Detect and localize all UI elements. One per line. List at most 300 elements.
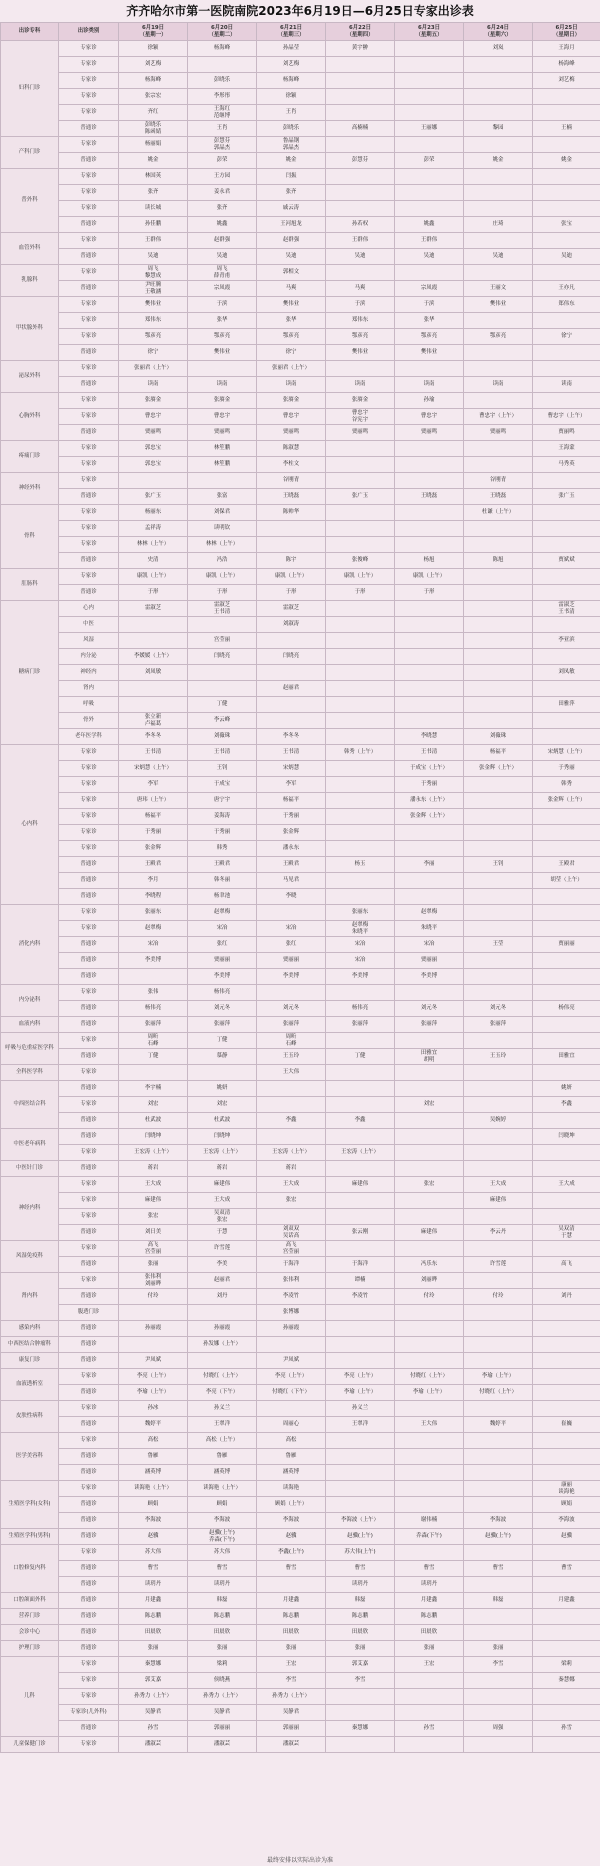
department-cell: 全科医学科 bbox=[1, 1065, 59, 1081]
doctor-cell: 曹雪 bbox=[326, 1561, 395, 1577]
doctor-cell: 李亮（上午） bbox=[326, 1369, 395, 1385]
doctor-cell bbox=[464, 809, 533, 825]
doctor-cell: 张丽萍 bbox=[464, 1017, 533, 1033]
doctor-cell: 孙雪 bbox=[119, 1721, 188, 1737]
table-row bbox=[1, 1065, 600, 1081]
doctor-cell: 王晓磊 bbox=[395, 489, 464, 505]
department-cell: 生殖医学科(男科) bbox=[1, 1529, 59, 1545]
table-row bbox=[1, 713, 600, 729]
doctor-cell: 贾丽鸣 bbox=[188, 425, 257, 441]
table-row bbox=[1, 1401, 600, 1417]
footer-note: 最终安排以实际出诊为准 bbox=[266, 1857, 333, 1864]
doctor-cell bbox=[119, 1305, 188, 1321]
table-row bbox=[1, 809, 600, 825]
doctor-cell: 陈志鹏 bbox=[257, 1609, 326, 1625]
doctor-cell: 王殿君 bbox=[188, 857, 257, 873]
doctor-cell: 孙秀力（上午） bbox=[188, 1689, 257, 1705]
doctor-cell: 高松 bbox=[119, 1433, 188, 1449]
doctor-cell: 读南 bbox=[257, 377, 326, 393]
doctor-cell: 李瑜（上午） bbox=[326, 1385, 395, 1401]
doctor-cell bbox=[326, 441, 395, 457]
doctor-cell: 孙若权 bbox=[326, 217, 395, 233]
visit-type-cell: 专家诊 bbox=[59, 329, 119, 345]
doctor-cell bbox=[464, 777, 533, 793]
department-cell: 护理门诊 bbox=[1, 1641, 59, 1657]
doctor-cell bbox=[326, 1305, 395, 1321]
department-cell: 乳腺科 bbox=[1, 265, 59, 297]
doctor-cell: 彭荣 bbox=[395, 153, 464, 169]
doctor-cell: 田晨欣 bbox=[326, 1625, 395, 1641]
doctor-cell: 周强 bbox=[464, 1721, 533, 1737]
visit-type-cell: 普通诊 bbox=[59, 1593, 119, 1609]
visit-type-cell: 普通诊 bbox=[59, 217, 119, 233]
department-cell: 甲状腺外科 bbox=[1, 297, 59, 361]
doctor-cell: 李鑫 bbox=[326, 1113, 395, 1129]
doctor-cell: 贾丽丽 bbox=[257, 953, 326, 969]
doctor-cell: 史清 bbox=[119, 553, 188, 569]
doctor-cell bbox=[326, 1689, 395, 1705]
doctor-cell: 吴迪 bbox=[533, 249, 600, 265]
doctor-cell: 郭艾嘉 bbox=[119, 1673, 188, 1689]
doctor-cell: 曹忠宇（上午） bbox=[533, 409, 600, 425]
doctor-cell: 魏婷平 bbox=[119, 1417, 188, 1433]
doctor-cell: 田晨欣 bbox=[119, 1625, 188, 1641]
department-cell: 糖病门诊 bbox=[1, 601, 59, 745]
doctor-cell: 姚鑫 bbox=[188, 217, 257, 233]
visit-type-cell: 专家诊 bbox=[59, 297, 119, 313]
visit-type-cell: 专家诊 bbox=[59, 521, 119, 537]
doctor-cell: 孙秀力（上午） bbox=[257, 1689, 326, 1705]
doctor-cell bbox=[533, 1401, 600, 1417]
doctor-cell bbox=[395, 1673, 464, 1689]
doctor-cell: 王宏涛（上午） bbox=[188, 1145, 257, 1161]
table-row bbox=[1, 649, 600, 665]
doctor-cell: 曹雪 bbox=[188, 1561, 257, 1577]
doctor-cell: 宗凤霞 bbox=[395, 281, 464, 297]
doctor-cell bbox=[395, 665, 464, 681]
doctor-cell: 张金辉 bbox=[257, 825, 326, 841]
table-row bbox=[1, 1497, 600, 1513]
doctor-cell bbox=[395, 1497, 464, 1513]
doctor-cell bbox=[326, 1065, 395, 1081]
doctor-cell: 李冬冬 bbox=[119, 729, 188, 745]
doctor-cell bbox=[533, 1641, 600, 1657]
doctor-cell bbox=[464, 1465, 533, 1481]
doctor-cell bbox=[533, 233, 600, 249]
doctor-cell: 李海波 bbox=[464, 1513, 533, 1529]
doctor-cell: 月建鑫 bbox=[257, 1593, 326, 1609]
doctor-cell: 姚妍 bbox=[533, 1081, 600, 1097]
doctor-cell: 闫晓坤 bbox=[119, 1129, 188, 1145]
doctor-cell: 李凌竹 bbox=[257, 1289, 326, 1305]
table-row bbox=[1, 1081, 600, 1097]
doctor-cell bbox=[533, 89, 600, 105]
doctor-cell: 王晓磊 bbox=[464, 489, 533, 505]
doctor-cell: 刘凤敏 bbox=[119, 665, 188, 681]
table-row bbox=[1, 1193, 600, 1209]
table-row bbox=[1, 89, 600, 105]
table-row bbox=[1, 985, 600, 1001]
doctor-cell bbox=[464, 825, 533, 841]
doctor-cell: 樊伟业 bbox=[326, 345, 395, 361]
doctor-cell bbox=[326, 1209, 395, 1225]
doctor-cell bbox=[257, 697, 326, 713]
department-cell: 骨科 bbox=[1, 505, 59, 569]
doctor-cell bbox=[395, 1689, 464, 1705]
doctor-cell: 潘淑芸 bbox=[188, 1737, 257, 1753]
doctor-cell: 庄琦 bbox=[464, 217, 533, 233]
doctor-cell: 孙丽霞 bbox=[119, 1321, 188, 1337]
doctor-cell: 贾丽鸣 bbox=[326, 425, 395, 441]
header-row bbox=[1, 23, 600, 41]
doctor-cell: 杨海峰 bbox=[188, 41, 257, 57]
doctor-cell: 付晓红（上午） bbox=[395, 1369, 464, 1385]
doctor-cell: 贾丽鸣 bbox=[119, 425, 188, 441]
doctor-cell: 尹旺腾 王敬涵 bbox=[119, 281, 188, 297]
department-cell: 产科门诊 bbox=[1, 137, 59, 169]
doctor-cell: 贾丽鸣 bbox=[257, 425, 326, 441]
visit-type-cell: 腹透门诊 bbox=[59, 1305, 119, 1321]
visit-type-cell: 普通诊 bbox=[59, 1497, 119, 1513]
doctor-cell bbox=[119, 1337, 188, 1353]
doctor-cell: 麻建伟 bbox=[395, 1225, 464, 1241]
table-row bbox=[1, 1049, 600, 1065]
doctor-cell: 曹忠宇 谷宪宇 bbox=[326, 409, 395, 425]
doctor-cell: 读玥丹 bbox=[326, 1577, 395, 1593]
visit-type-cell: 普通诊 bbox=[59, 1049, 119, 1065]
doctor-cell: 杜武波 bbox=[188, 1113, 257, 1129]
table-row bbox=[1, 1545, 600, 1561]
doctor-cell bbox=[395, 1161, 464, 1177]
doctor-cell: 慕静 bbox=[188, 1049, 257, 1065]
doctor-cell: 王钊 bbox=[188, 761, 257, 777]
doctor-cell: 田雅宜 bbox=[533, 1049, 600, 1065]
doctor-cell: 彭荣 bbox=[188, 153, 257, 169]
doctor-cell: 于滨 bbox=[326, 297, 395, 313]
doctor-cell: 张博娜 bbox=[257, 1305, 326, 1321]
doctor-cell bbox=[533, 921, 600, 937]
doctor-cell bbox=[119, 473, 188, 489]
doctor-cell: 赵骥 bbox=[533, 1529, 600, 1545]
visit-type-cell: 普通诊 bbox=[59, 489, 119, 505]
doctor-cell: 宗凤霞 bbox=[188, 281, 257, 297]
doctor-cell: 于形 bbox=[257, 585, 326, 601]
doctor-cell bbox=[395, 889, 464, 905]
doctor-cell: 苏大伟(上午) bbox=[326, 1545, 395, 1561]
doctor-cell: 宋炳慧（上午） bbox=[533, 745, 600, 761]
doctor-cell bbox=[464, 1689, 533, 1705]
doctor-cell: 读玥丹 bbox=[188, 1577, 257, 1593]
visit-type-cell: 专家诊 bbox=[59, 1033, 119, 1049]
visit-type-cell: 专家诊 bbox=[59, 1433, 119, 1449]
doctor-cell: 乔森(下午) bbox=[395, 1529, 464, 1545]
doctor-cell bbox=[326, 1321, 395, 1337]
doctor-cell bbox=[533, 185, 600, 201]
doctor-cell: 宋冶 bbox=[257, 921, 326, 937]
table-row bbox=[1, 1433, 600, 1449]
doctor-cell bbox=[395, 169, 464, 185]
doctor-cell: 杨旭 bbox=[395, 553, 464, 569]
doctor-cell bbox=[533, 1625, 600, 1641]
doctor-cell bbox=[464, 1705, 533, 1721]
doctor-cell bbox=[464, 1497, 533, 1513]
doctor-cell: 张丽东 bbox=[119, 905, 188, 921]
doctor-cell bbox=[464, 953, 533, 969]
doctor-cell: 顾娟（上午） bbox=[257, 1497, 326, 1513]
doctor-cell: 孙雪 bbox=[395, 1721, 464, 1737]
doctor-cell: 杨福平 bbox=[464, 745, 533, 761]
doctor-cell bbox=[533, 1305, 600, 1321]
doctor-cell bbox=[257, 1129, 326, 1145]
doctor-cell: 魏婷平 bbox=[464, 1417, 533, 1433]
doctor-cell: 张丽君（上午） bbox=[119, 361, 188, 377]
visit-type-cell: 专家诊 bbox=[59, 1065, 119, 1081]
doctor-cell: 马爽 bbox=[326, 281, 395, 297]
doctor-cell bbox=[464, 73, 533, 89]
doctor-cell bbox=[464, 1545, 533, 1561]
doctor-cell bbox=[395, 1433, 464, 1449]
doctor-cell bbox=[464, 345, 533, 361]
doctor-cell bbox=[533, 505, 600, 521]
doctor-cell bbox=[395, 1545, 464, 1561]
doctor-cell: 鲁晶钢 郭晶杰 bbox=[257, 137, 326, 153]
doctor-cell bbox=[326, 1081, 395, 1097]
visit-type-cell: 普通诊 bbox=[59, 1113, 119, 1129]
doctor-cell bbox=[326, 649, 395, 665]
table-row bbox=[1, 1305, 600, 1321]
doctor-cell: 赵骥(上午) bbox=[326, 1529, 395, 1545]
doctor-cell: 付玲 bbox=[395, 1289, 464, 1305]
doctor-cell: 张广玉 bbox=[326, 489, 395, 505]
doctor-cell: 徐宁 bbox=[119, 345, 188, 361]
visit-type-cell: 普通诊 bbox=[59, 873, 119, 889]
doctor-cell: 高楠楠 bbox=[326, 121, 395, 137]
doctor-cell bbox=[533, 809, 600, 825]
doctor-cell: 月建鑫 bbox=[533, 1593, 600, 1609]
table-row bbox=[1, 521, 600, 537]
department-cell: 疼痛门诊 bbox=[1, 441, 59, 473]
doctor-cell: 孟祥涛 bbox=[119, 521, 188, 537]
doctor-cell bbox=[257, 1337, 326, 1353]
doctor-cell: 张金辉（上午） bbox=[464, 761, 533, 777]
doctor-cell bbox=[464, 1433, 533, 1449]
doctor-cell bbox=[188, 361, 257, 377]
doctor-cell: 周飞 黎慧成 bbox=[119, 265, 188, 281]
department-cell: 心内科 bbox=[1, 745, 59, 905]
doctor-cell: 鄂彦亮 bbox=[326, 329, 395, 345]
table-row bbox=[1, 761, 600, 777]
doctor-cell bbox=[188, 1353, 257, 1369]
doctor-cell bbox=[533, 649, 600, 665]
doctor-cell: 刘元冬 bbox=[257, 1001, 326, 1017]
doctor-cell: 鲁雁 bbox=[188, 1449, 257, 1465]
doctor-cell bbox=[326, 1161, 395, 1177]
doctor-cell bbox=[464, 89, 533, 105]
visit-type-cell: 专家诊 bbox=[59, 89, 119, 105]
table-row bbox=[1, 57, 600, 73]
table-row bbox=[1, 1225, 600, 1241]
doctor-cell bbox=[395, 1305, 464, 1321]
visit-type-cell: 普通诊 bbox=[59, 553, 119, 569]
doctor-cell bbox=[326, 617, 395, 633]
table-row bbox=[1, 489, 600, 505]
doctor-cell: 田晨欣 bbox=[395, 1625, 464, 1641]
doctor-cell: 王玉玲 bbox=[257, 1049, 326, 1065]
doctor-cell: 王晓磊 bbox=[257, 489, 326, 505]
doctor-cell bbox=[464, 841, 533, 857]
doctor-cell: 赵丽君 bbox=[257, 681, 326, 697]
doctor-cell: 于秀丽 bbox=[257, 809, 326, 825]
doctor-cell bbox=[326, 713, 395, 729]
doctor-cell: 林林（上午） bbox=[119, 537, 188, 553]
schedule-body bbox=[1, 41, 600, 1753]
doctor-cell: 张赓金 bbox=[188, 393, 257, 409]
doctor-cell: 闫晓亮 bbox=[188, 649, 257, 665]
doctor-cell bbox=[188, 473, 257, 489]
doctor-cell bbox=[533, 1193, 600, 1209]
table-row bbox=[1, 441, 600, 457]
doctor-cell: 刘薇珠 bbox=[464, 729, 533, 745]
doctor-cell: 张丽君（上午） bbox=[257, 361, 326, 377]
doctor-cell bbox=[395, 649, 464, 665]
doctor-cell: 张红 bbox=[257, 937, 326, 953]
doctor-cell: 贾丽丽 bbox=[395, 953, 464, 969]
department-cell: 普外科 bbox=[1, 169, 59, 233]
department-cell: 神经内科 bbox=[1, 1177, 59, 1241]
doctor-cell: 张丽 bbox=[257, 1641, 326, 1657]
visit-type-cell: 专家诊 bbox=[59, 41, 119, 57]
doctor-cell: 孙瑜 bbox=[395, 393, 464, 409]
visit-type-cell: 普通诊 bbox=[59, 1321, 119, 1337]
doctor-cell: 李美 bbox=[188, 1257, 257, 1273]
table-row bbox=[1, 585, 600, 601]
doctor-cell: 于形 bbox=[188, 585, 257, 601]
doctor-cell: 张丽萍 bbox=[188, 1017, 257, 1033]
doctor-cell bbox=[257, 633, 326, 649]
doctor-cell: 康凯（上午） bbox=[395, 569, 464, 585]
doctor-cell bbox=[464, 1673, 533, 1689]
doctor-cell bbox=[464, 361, 533, 377]
department-cell: 神经外科 bbox=[1, 473, 59, 505]
doctor-cell: 李凌竹 bbox=[326, 1289, 395, 1305]
doctor-cell: 李雪 bbox=[464, 1657, 533, 1673]
doctor-cell bbox=[326, 169, 395, 185]
doctor-cell: 杨伟亮 bbox=[188, 985, 257, 1001]
doctor-cell: 姚金 bbox=[464, 153, 533, 169]
doctor-cell bbox=[464, 617, 533, 633]
department-cell: 营养门诊 bbox=[1, 1609, 59, 1625]
doctor-cell: 杨伟亮 bbox=[326, 1001, 395, 1017]
doctor-cell: 郭艾嘉 bbox=[326, 1657, 395, 1673]
doctor-cell: 刘元冬 bbox=[188, 1001, 257, 1017]
visit-type-cell: 普通诊 bbox=[59, 1289, 119, 1305]
doctor-cell: 于形 bbox=[326, 585, 395, 601]
table-row bbox=[1, 665, 600, 681]
doctor-cell: 王大伟 bbox=[395, 1417, 464, 1433]
visit-type-cell: 普通诊 bbox=[59, 425, 119, 441]
visit-type-cell: 普通诊 bbox=[59, 1385, 119, 1401]
doctor-cell: 王大成 bbox=[188, 1193, 257, 1209]
table-row bbox=[1, 361, 600, 377]
table-row bbox=[1, 1257, 600, 1273]
doctor-cell: 宋炳慧（上午） bbox=[119, 761, 188, 777]
doctor-cell bbox=[464, 985, 533, 1001]
doctor-cell: 雷淑芝 王书清 bbox=[533, 601, 600, 617]
doctor-cell: 赵骥 bbox=[257, 1529, 326, 1545]
table-row bbox=[1, 681, 600, 697]
visit-type-cell: 专家诊 bbox=[59, 761, 119, 777]
doctor-cell: 宋冶 bbox=[326, 953, 395, 969]
doctor-cell bbox=[533, 1033, 600, 1049]
visit-type-cell: 专家诊 bbox=[59, 201, 119, 217]
doctor-cell bbox=[533, 345, 600, 361]
doctor-cell bbox=[533, 1273, 600, 1289]
doctor-cell bbox=[326, 697, 395, 713]
doctor-cell: 彭慧芬 bbox=[326, 153, 395, 169]
doctor-cell: 张金辉（上午） bbox=[533, 793, 600, 809]
doctor-cell: 田雅萍 bbox=[533, 697, 600, 713]
doctor-cell: 周丽心 bbox=[257, 1417, 326, 1433]
doctor-cell bbox=[464, 1161, 533, 1177]
doctor-cell: 杨聿池 bbox=[188, 889, 257, 905]
doctor-cell bbox=[464, 57, 533, 73]
table-row bbox=[1, 1593, 600, 1609]
doctor-cell: 张伟 bbox=[119, 985, 188, 1001]
doctor-cell: 付玲 bbox=[119, 1289, 188, 1305]
doctor-cell: 宋冶 bbox=[326, 937, 395, 953]
visit-type-cell: 普通诊 bbox=[59, 1337, 119, 1353]
table-row bbox=[1, 601, 600, 617]
department-cell: 肾内科 bbox=[1, 1273, 59, 1321]
doctor-cell bbox=[533, 537, 600, 553]
doctor-cell bbox=[395, 105, 464, 121]
doctor-cell: 李军 bbox=[119, 777, 188, 793]
doctor-cell bbox=[395, 1033, 464, 1049]
doctor-cell: 谢伟楠 bbox=[395, 1513, 464, 1529]
doctor-cell bbox=[395, 361, 464, 377]
doctor-cell: 杨伟亮 bbox=[533, 1001, 600, 1017]
doctor-cell bbox=[464, 1273, 533, 1289]
doctor-cell: 李海波（上午） bbox=[326, 1513, 395, 1529]
doctor-cell: 宫莹丽 bbox=[188, 633, 257, 649]
visit-type-cell: 普通诊 bbox=[59, 1625, 119, 1641]
visit-type-cell: 专家诊 bbox=[59, 185, 119, 201]
doctor-cell: 郭忠宝 bbox=[119, 457, 188, 473]
doctor-cell bbox=[188, 681, 257, 697]
table-row bbox=[1, 777, 600, 793]
doctor-cell bbox=[533, 1465, 600, 1481]
doctor-cell: 曹忠宇（上午） bbox=[464, 409, 533, 425]
doctor-cell: 涵英博 bbox=[188, 1465, 257, 1481]
doctor-cell bbox=[395, 1465, 464, 1481]
doctor-cell: 陈志鹏 bbox=[119, 1609, 188, 1625]
doctor-cell bbox=[395, 841, 464, 857]
doctor-cell bbox=[464, 1481, 533, 1497]
doctor-cell bbox=[326, 137, 395, 153]
doctor-cell bbox=[533, 969, 600, 985]
doctor-cell: 赵翠梅 bbox=[395, 905, 464, 921]
visit-type-cell: 普通诊 bbox=[59, 889, 119, 905]
doctor-cell: 王宏 bbox=[395, 1657, 464, 1673]
department-cell: 中医老年病科 bbox=[1, 1129, 59, 1161]
visit-type-cell: 专家诊 bbox=[59, 1657, 119, 1673]
doctor-cell: 曹雪 bbox=[119, 1561, 188, 1577]
doctor-cell: 于秀丽 bbox=[533, 761, 600, 777]
doctor-cell bbox=[326, 1097, 395, 1113]
doctor-cell bbox=[464, 393, 533, 409]
doctor-cell bbox=[533, 953, 600, 969]
doctor-cell: 李冬冬 bbox=[257, 729, 326, 745]
